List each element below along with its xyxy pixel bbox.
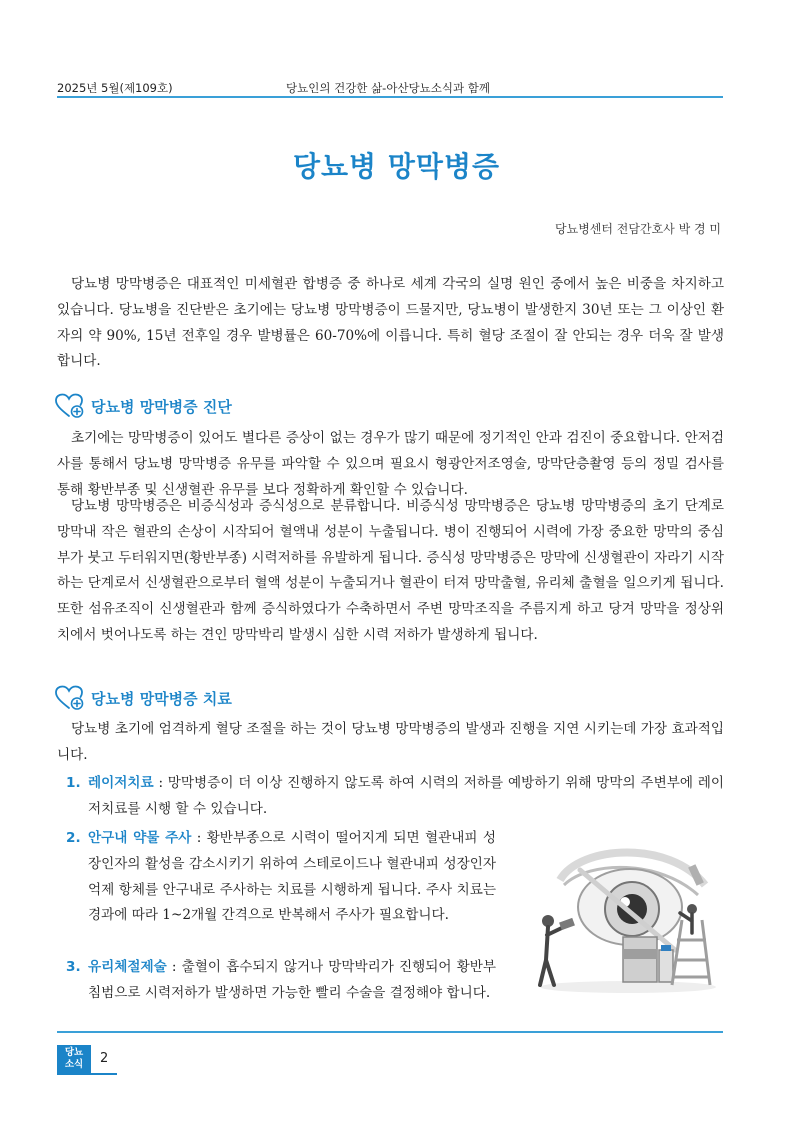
- item-term: 레이저치료: [88, 775, 154, 791]
- treatment-item-injection: [66, 826, 496, 929]
- section-heading-label: 당뇨병 망막병증 진단: [91, 397, 232, 416]
- header-slogan: 당뇨인의 건강한 삶-아산당뇨소식과 함께: [286, 81, 490, 95]
- article-title: 당뇨병 망막병증: [292, 150, 501, 183]
- intro-paragraph: 당뇨병 망막병증은 대표적인 미세혈관 합병증 중 하나로 세계 각국의 실명 원인 중에서 높은 비중을 차지하고 있습니다. 당뇨병을 진단받은 초기에는 당뇨병 망막병증이 드물지만, 당뇨병이 발생한지 30년 또는 그 이상인 환자의 약 90%, 15년 전후일 경우 발병률은 60-70%에 이릅니다. 특히 혈당 조절이 잘 안되는 경우 더욱 잘 발생합니다.: [57, 276, 724, 370]
- diagnosis-paragraph-2: 당뇨병 망막병증은 비증식성과 증식성으로 분류합니다. 비증식성 망막병증은 당뇨병 망막병증의 초기 단계로 망막내 작은 혈관의 손상이 시작되어 혈액내 성분이 누출됩니다. 병이 진행되어 시력에 가장 중요한 망막의 중심부가 붓고 두터워지면(황반부종) 시력저하를 유발하게 됩니다. 증식성 망막병증은 망막에 신생혈관이 자라기 시작하는 단계로서 신생혈관으로부터 혈액 성분이 누출되거나 혈관이 터져 망막출혈, 유리체 출혈을 일으키게 됩니다. 또한 섬유조직이 신생혈관과 함께 증식하였다가 수축하면서 주변 망막조직을 주름지게 하고 당겨 망막을 정상위치에서 벗어나도록 하는 견인 망막박리 발생시 심한 시력 저하가 발생하게 됩니다.: [57, 498, 724, 643]
- item-number: 2.: [66, 830, 81, 846]
- newsletter-badge: [57, 1045, 91, 1073]
- eye-examination-illustration: [520, 825, 725, 995]
- treatment-item-laser: [66, 771, 724, 823]
- item-text: : 출혈이 흡수되지 않거나 망막박리가 진행되어 황반부 침범으로 시력저하가 발생하면 가능한 빨리 수술을 결정해야 합니다.: [88, 959, 496, 1001]
- item-term: 안구내 약물 주사: [88, 830, 192, 846]
- section-heading-treatment: [55, 685, 232, 711]
- footer-underline: [57, 1073, 117, 1075]
- header-divider: [57, 96, 723, 98]
- treatment-paragraph: 당뇨병 초기에 엄격하게 혈당 조절을 하는 것이 당뇨병 망막병증의 발생과 진행을 지연 시키는데 가장 효과적입니다.: [57, 721, 724, 763]
- badge-line-1: 당뇨: [64, 1047, 84, 1058]
- badge-line-2: 소식: [64, 1059, 84, 1070]
- item-number: 3.: [66, 959, 81, 975]
- treatment-item-vitrectomy: [66, 955, 496, 1007]
- page-header: [57, 78, 723, 96]
- heart-plus-icon: [55, 393, 85, 419]
- item-number: 1.: [66, 775, 81, 791]
- item-text: : 황반부종으로 시력이 떨어지게 되면 혈관내피 성장인자의 활성을 감소시키기 위하여 스테로이드나 혈관내피 성장인자 억제 항체를 안구내로 주사하는 치료를 시행하게 됩니다. 주사 치료는 경과에 따라 1~2개월 간격으로 반복해서 주사가 필요합니다.: [88, 830, 496, 924]
- issue-label: 2025년 5월(제109호): [57, 81, 173, 95]
- page-number: 2: [100, 1051, 109, 1066]
- section-heading-diagnosis: [55, 393, 232, 419]
- footer-divider: [57, 1031, 723, 1033]
- section-heading-label: 당뇨병 망막병증 치료: [91, 689, 232, 708]
- article-author: 당뇨병센터 전담간호사 박 경 미: [555, 222, 721, 236]
- diagnosis-paragraph-1: 초기에는 망막병증이 있어도 별다른 증상이 없는 경우가 많기 때문에 정기적인 안과 검진이 중요합니다. 안저검사를 통해서 당뇨병 망막병증 유무를 파악할 수 있으며 필요시 형광안저조영술, 망막단층촬영 등의 정밀 검사를 통해 황반부종 및 신생혈관 유무를 보다 정확하게 확인할 수 있습니다.: [57, 430, 724, 498]
- item-text: : 망막병증이 더 이상 진행하지 않도록 하여 시력의 저하를 예방하기 위해 망막의 주변부에 레이저치료를 시행 할 수 있습니다.: [88, 775, 724, 817]
- heart-plus-icon: [55, 685, 85, 711]
- item-term: 유리체절제술: [88, 959, 167, 975]
